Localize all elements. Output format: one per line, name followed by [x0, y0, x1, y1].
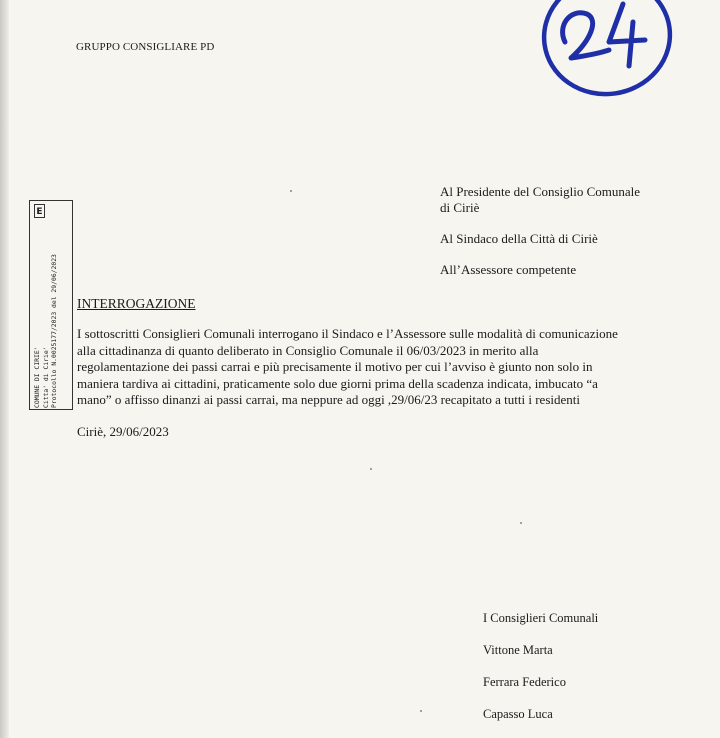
place-date: Ciriè, 29/06/2023	[77, 424, 169, 439]
body-line: maniera tardiva ai cittadini, praticamente solo due giorni prima della scadenza indicata, imbucato “a	[77, 375, 598, 391]
body-line: regolamentazione dei passi carrai e più precisamente il motivo per cui l’avviso è giunto non solo in	[77, 359, 593, 374]
document-subject: INTERROGAZIONE	[77, 296, 196, 311]
signatory-name: Capasso Luca	[483, 707, 553, 721]
protocol-stamp-line1: COMUNE DI CIRIE'	[33, 346, 41, 408]
body-paragraph	[77, 326, 657, 409]
signatory-name: Vittone Marta	[483, 643, 553, 657]
group-header: GRUPPO CONSIGLIARE PD	[76, 41, 215, 53]
addressee-assessor: All’Assessore competente	[440, 262, 577, 277]
body-line: I sottoscritti Consiglieri Comunali interrogano il Sindaco e l’Assessore sulle modalità di comunicazione	[77, 326, 618, 341]
addressee-mayor: Al Sindaco della Città di Ciriè	[440, 231, 598, 246]
addressee-president: Al Presidente del Consiglio Comunale	[440, 184, 641, 199]
protocol-stamp	[29, 200, 73, 410]
protocol-stamp-line2: Citta' di Cirie'	[41, 346, 50, 408]
paper-speck	[370, 468, 372, 470]
protocol-stamp-line3: Protocollo N.0025177/2023 del 29/06/2023	[50, 254, 58, 408]
body-line: alla cittadinanza di quanto deliberato in Consiglio Comunale il 06/03/2023 in merito alla	[77, 342, 539, 358]
paper-speck	[420, 710, 422, 712]
signatory-name: Ferrara Federico	[483, 675, 566, 689]
protocol-stamp-letter: E	[34, 204, 45, 218]
addressee-president-city: di Ciriè	[440, 200, 480, 215]
signature-title: I Consiglieri Comunali	[483, 611, 599, 625]
addressee-block	[440, 184, 640, 278]
handwritten-number-circle	[525, 0, 675, 100]
body-line: mano” o affisso dinanzi ai passi carrai, ma neppure ad oggi ,29/06/23 recapitato a tutti i residenti	[77, 392, 580, 407]
paper-shadow-edge	[0, 0, 9, 738]
paper-speck	[520, 522, 522, 524]
paper-speck	[290, 190, 292, 192]
signature-block	[483, 610, 598, 738]
